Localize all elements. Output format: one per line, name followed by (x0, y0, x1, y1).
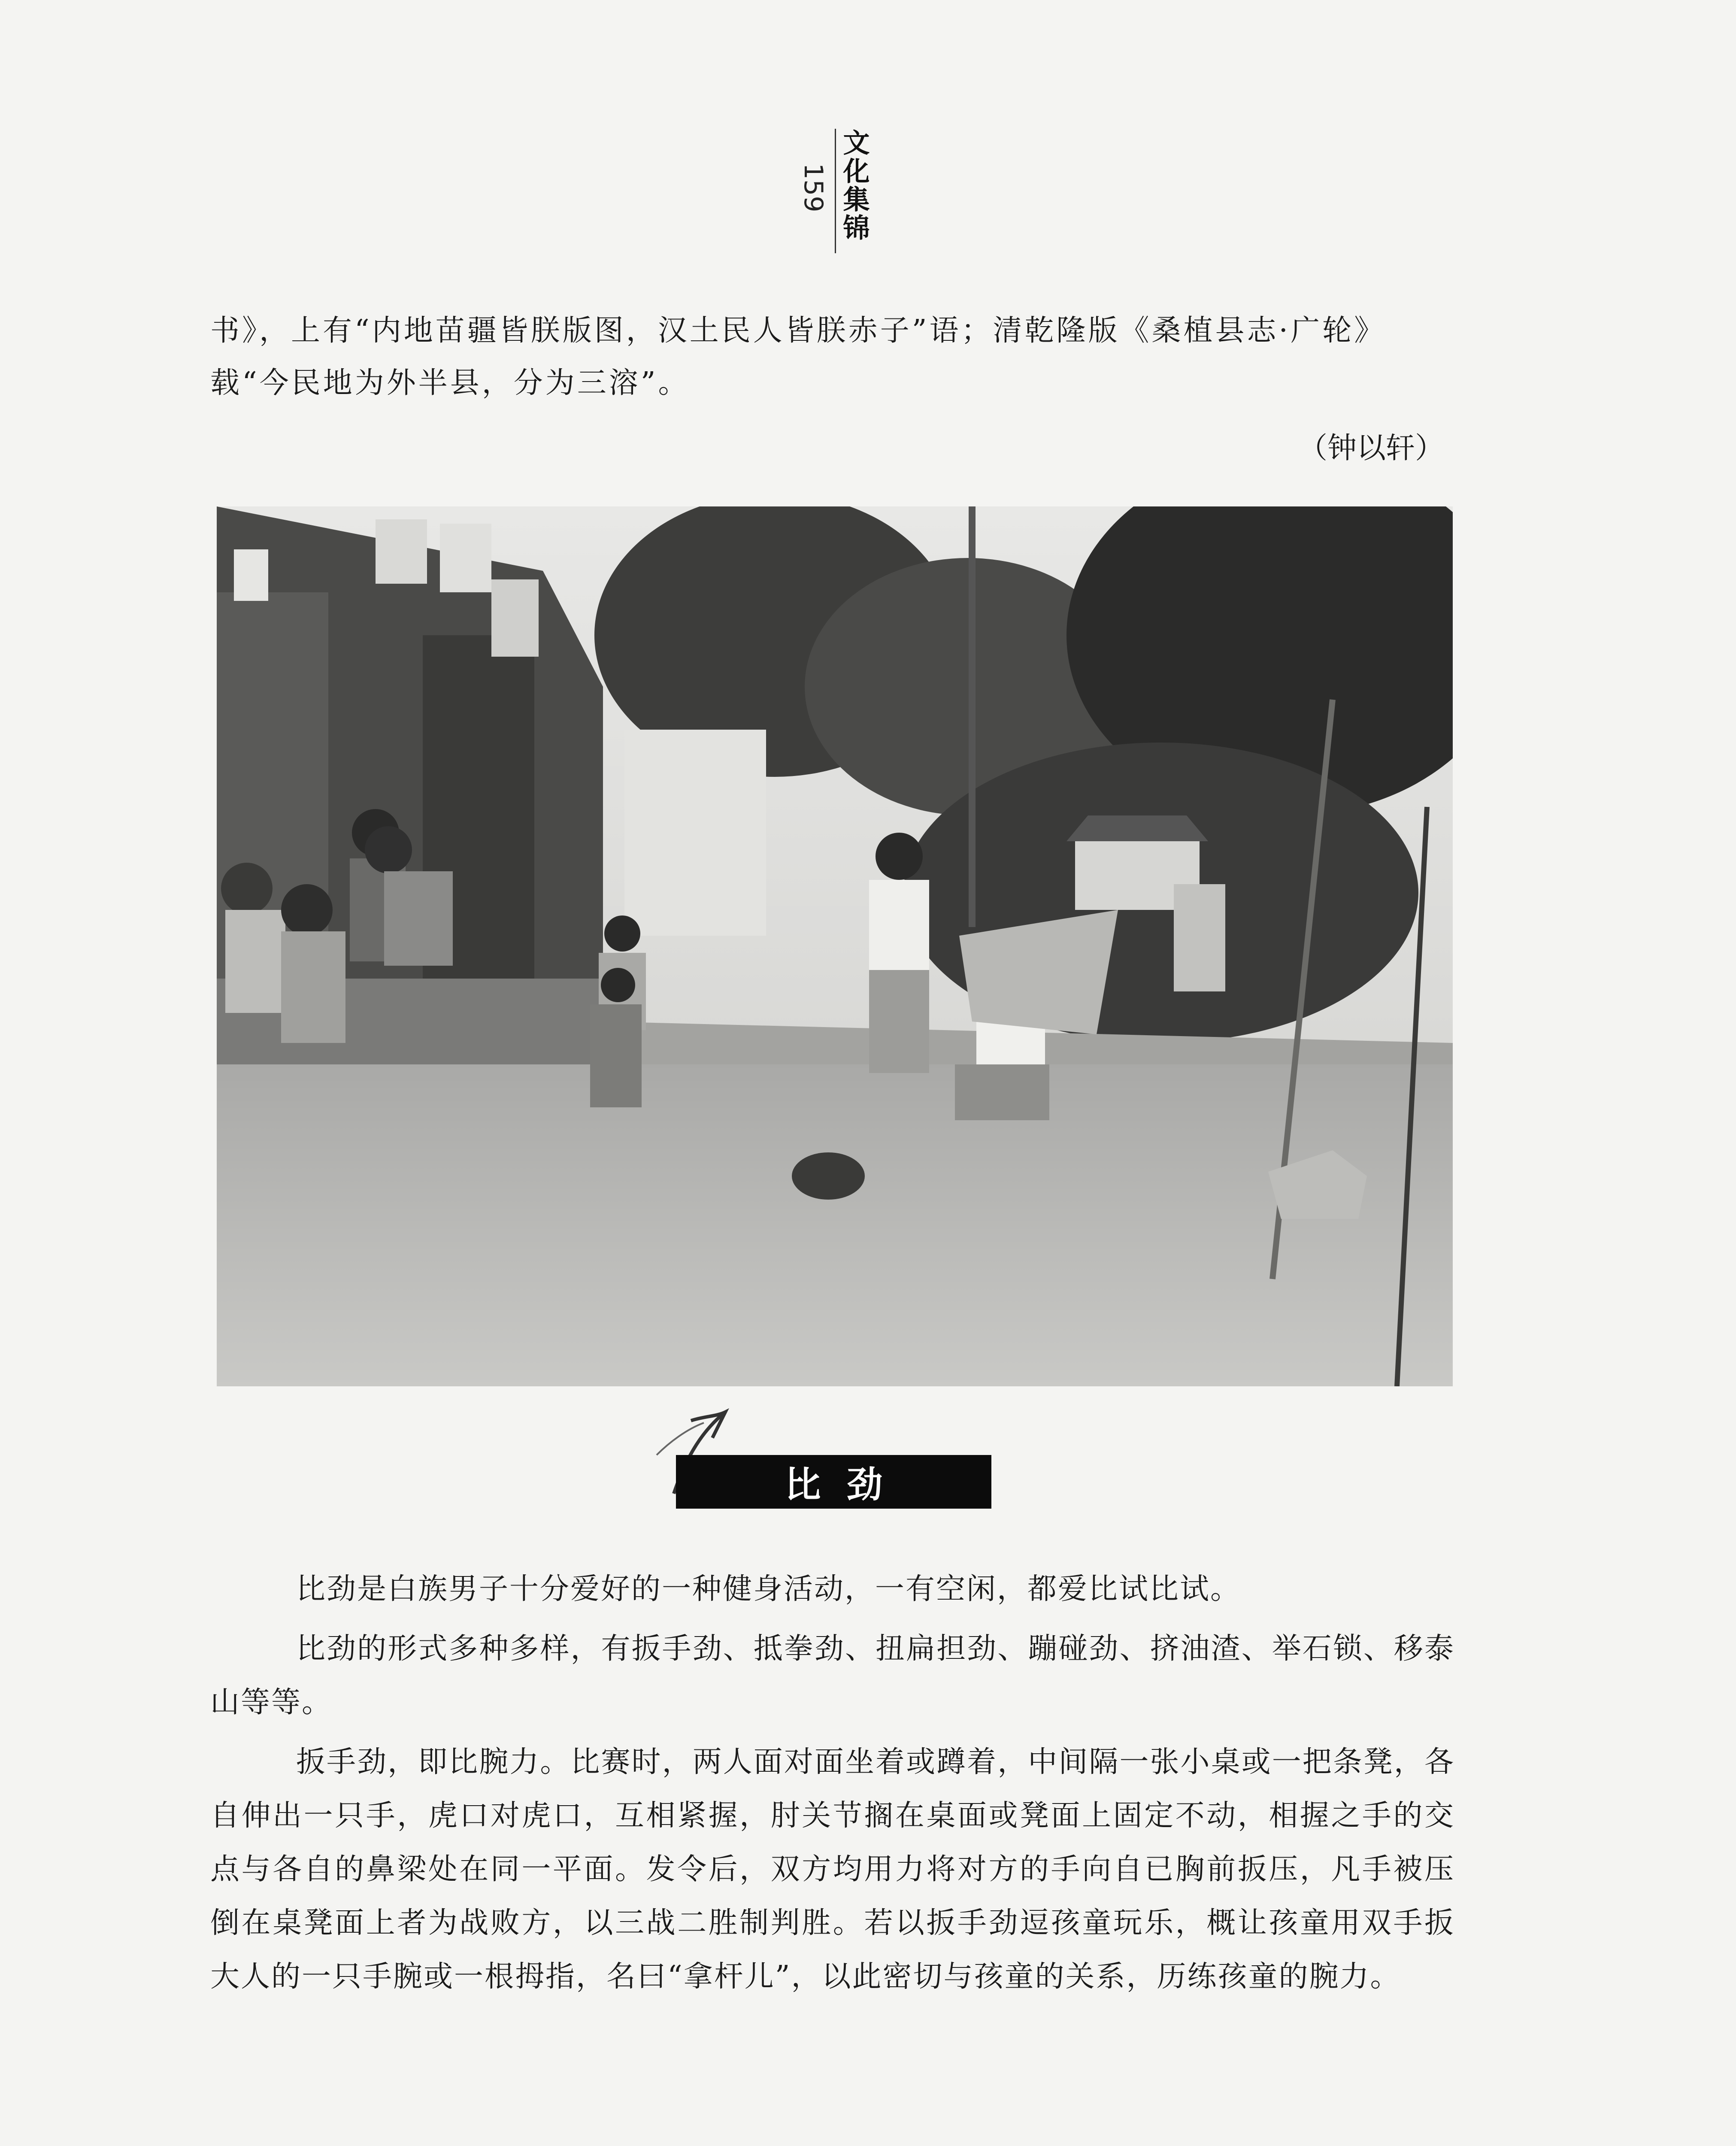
village-children-photo-icon (217, 506, 1453, 1386)
paragraph: 比劲是白族男子十分爱好的一种健身活动，一有空闲，都爱比试比试。 (296, 1572, 1241, 1606)
continued-paragraph: 书》，上有“内地苗疆皆朕版图，汉土民人皆朕赤子”语；清乾隆版《桑植县志·广轮》载“今民地为外半县，分为三溶”。 (210, 314, 1386, 400)
running-header: 文化集锦 (839, 129, 870, 242)
paragraph: 扳手劲，即比腕力。比赛时，两人面对面坐着或蹲着，中间隔一张小桌或一把条凳，各自伸出一只手，虎口对虎口，互相紧握，肘关节搁在桌面或凳面上固定不动，相握之手的交点与各自的鼻梁处在同一平面。发令后，双方均用力将对方的手向自已胸前扳压，凡手被压倒在桌凳面上者为战败方，以三战二胜制判胜。若以扳手劲逗孩童玩乐，概让孩童用双手扳大人的一只手腕或一根拇指，名曰“拿杆儿”，以此密切与孩童的关系，历练孩童的腕力。 (210, 1745, 1455, 1994)
page-number: 159 (798, 163, 828, 212)
paragraph: 比劲的形式多种多样，有扳手劲、抵拳劲、扭扁担劲、蹦碰劲、挤油渣、举石锁、移泰山等等。 (210, 1632, 1455, 1719)
author-attribution: （钟以轩） (1298, 431, 1444, 465)
article-body (210, 1562, 1455, 2010)
village-children-photo (217, 506, 1453, 1386)
section-title: 比劲 (785, 1464, 909, 1506)
section-heading (676, 1455, 991, 1509)
